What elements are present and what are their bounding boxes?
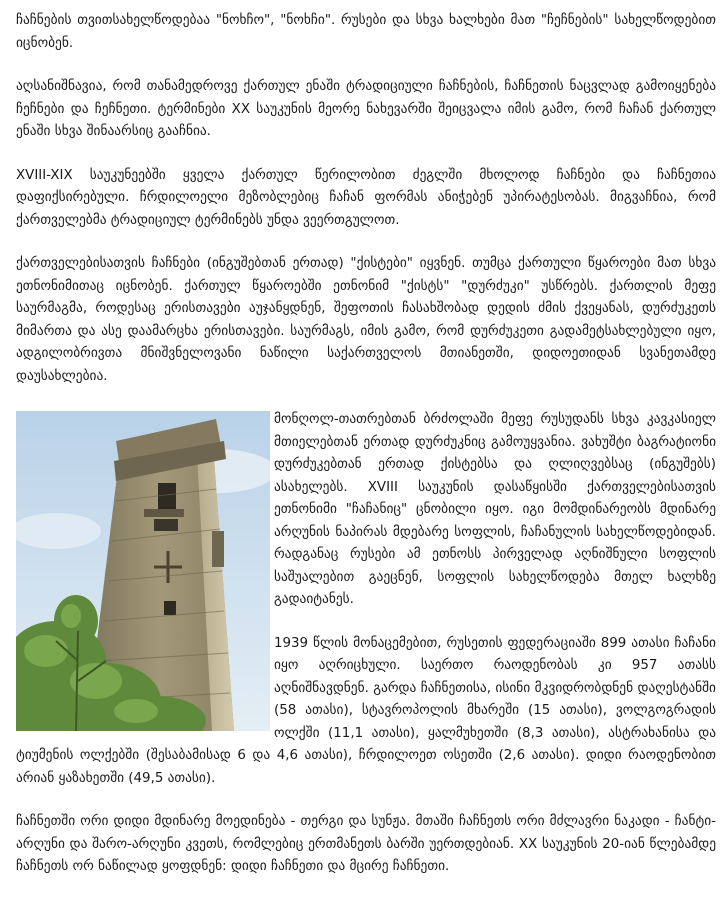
paragraph-population-1939: 1939 წლის მონაცემებით, რუსეთის ფედერაციაში 899 ათასი ჩაჩანი იყო აღრიცხული. საერთო რაოდენობას კი 957 ათასს აღნიშნავდნენ. გარდა ჩაჩნეთისა, ისინი მკვიდრობდნენ დაღესტანში (58 ათასი), სტავროპოლის მხარეში (15 ათასი), ვოლგოგრადის ოლქში (11,1 ათასი), ყალმუხეთში (8,3 ათასი), ასტრახანისა და ტიუმენის ოლქებში (შესაბამისად 6 და 4,6 ათასი), ჩრდილოეთ ოსეთში (2,6 ათასი). დიდი რაოდენობით არიან ყაზახეთში (49,5 ათასი). [16,635,716,786]
article-body [16,10,716,900]
paragraph-kists-durdzuks: ქართველებისათვის ჩაჩნები (ინგუშებთან ერთად) "ქისტები" იყვნენ. თუმცა ქართული წყაროები მათ სხვა ეთნონიმითაც იცნობენ. ქართულ წყაროებში ეთნონიმ "ქისტს" "დურძუკი" უსწრებს. ქართლის მეფე საურმაგმა, როდესაც ერისთავები აუჯანყდნენ, შეფოთის ჩასახშობად დედის ძმის ქვეყანას, დურძუკეთს მიმართა და ასე დაამარცხა ერისთავები. საურმაგს, იმის გამო, რომ დურძუკეთი გადამეტსახლებული იყო, ადგილობრივთა მნიშვნელოვანი ნაწილი საქართველოს მთიანეთში, დიდოეთიდან სვანეთამდე დაუსახლებია. [16,256,716,384]
tower-photo [16,411,270,731]
paragraph-mongol-wars: მონღოლ-თათრებთან ბრძოლაში მეფე რუსუდანს სხვა კავკასიელ მთიელებთან ერთად დურძუკნიც გამოუყვანია. ვახუშტი ბაგრატიონი დურძუკებთან ერთად ქისტებსა და ღლიღვებსაც (ინგუშებს) ასახელებს. XVIII საუკუნის დასაწყისში ქართველებისათვის ეთნონიმი "ჩაჩანიც" ცნობილი იყო. იგი მომდინარეობს მდინარე არღუნის ნაპირას მდებარე სოფლის, ჩაჩანულის სახელწოდებიდან. რადგანაც რუსები ამ ეთნოსს პირველად აღნიშნული სოფლის საშუალებით გაეცნენ, სოფლის სახელწოდება მთელ ხალხზე გადაიტანეს. [274,412,716,607]
paragraph-historic-sources: XVIII-XIX საუკუნეებში ყველა ქართულ წერილობით ძეგლში მხოლოდ ჩაჩნები და ჩაჩნეთია დაფიქსირებული. ჩრდილოელი მეზობლებიც ჩაჩან ფორმას ანიჭებენ უპირატესობას. მიგვაჩნია, რომ ქართველებმა ტრადიციულ ტერმინებს უნდა ვეერთგულოთ. [16,167,716,228]
stone-tower-photo-icon [16,411,270,731]
paragraph-self-name: ჩაჩნების თვითსახელწოდებაა "ნოხჩო", "ნოხჩი". რუსები და სხვა ხალხები მათ "ჩეჩნების" სახელწოდებით იცნობენ. [16,13,716,51]
paragraph-terminology: აღსანიშნავია, რომ თანამედროვე ქართულ ენაში ტრადიციული ჩაჩნების, ჩაჩნეთის ნაცვლად გამოიყენება ჩეჩნები და ჩეჩნეთი. ტერმინები XX საუკუნის მეორე ნახევარში შეიცვალა იმის გამო, რომ ჩაჩან ქართულ ენაში სხვა შინაარსიც გააჩნია. [16,79,716,139]
paragraph-rivers: ჩაჩნეთში ორი დიდი მდინარე მოედინება - თერგი და სუნჟა. მთაში ჩაჩნეთს ორი მძლავრი ნაკადი - ჩანტი-არღუნი და შარო-არღუნი კვეთს, რომლებიც ერთმანეთს ბარში უერთდებიან. XX საუკუნის 20-იან წლებამდე ჩაჩნეთს ორ ნაწილად ყოფდნენ: დიდი ჩაჩნეთი და მცირე ჩაჩნეთი. [16,814,716,874]
